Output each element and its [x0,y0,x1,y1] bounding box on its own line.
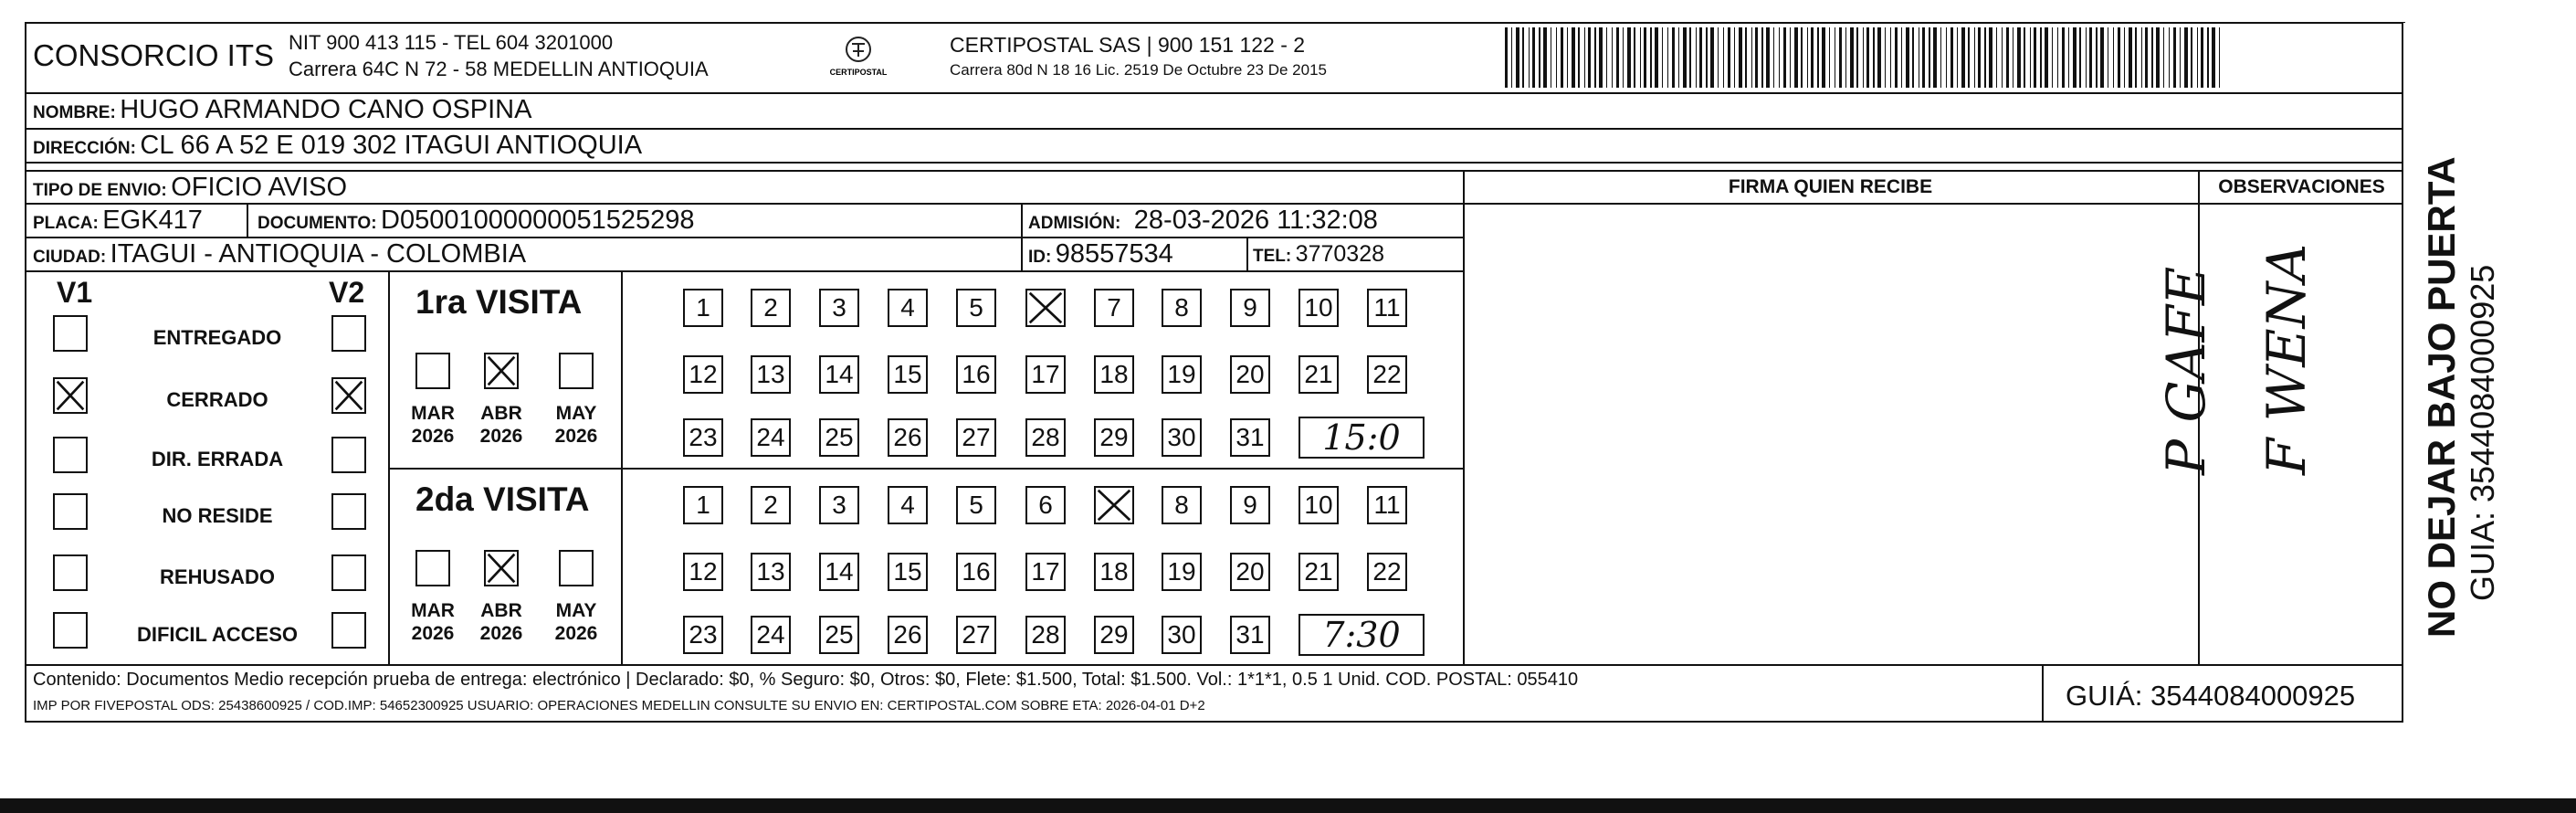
visit-day-box[interactable]: 14 [819,355,859,394]
placa-field [33,206,203,236]
visit-day-box[interactable]: 5 [956,289,996,327]
visit-title: 2da VISITA [415,480,590,518]
company-address: Carrera 64C N 72 - 58 MEDELLIN ANTIOQUIA [289,58,709,80]
documento-label: DOCUMENTO: [258,214,377,233]
visit-day-box[interactable]: 23 [683,616,723,654]
tel-label: TEL: [1253,247,1292,266]
v2-checkbox[interactable] [331,493,366,530]
visit-day-box[interactable]: 21 [1299,553,1339,591]
visit-day-box[interactable]: 15 [888,355,928,394]
visit-month-label: MAY 2026 [554,403,598,447]
barcode [1505,27,2226,88]
tipo-label: TIPO DE ENVIO: [33,181,167,200]
visit-day-box[interactable]: 14 [819,553,859,591]
visit-day-box[interactable]: 30 [1162,616,1202,654]
visit-day-box[interactable]: 13 [751,355,791,394]
documento-field [258,206,695,236]
admision-label: ADMISIÓN: [1028,214,1121,233]
direccion-label: DIRECCIÓN: [33,139,136,158]
courier-name: CERTIPOSTAL SAS | 900 151 122 - 2 [950,33,1306,57]
signature-area [1465,205,2198,664]
visit-day-box[interactable]: 17 [1025,355,1066,394]
nombre-label: NOMBRE: [33,103,116,122]
visit-day-box[interactable]: 31 [1230,418,1270,457]
visit-day-box[interactable]: 1 [683,486,723,524]
visit-day-box[interactable]: 18 [1094,553,1134,591]
visit-day-box[interactable]: 4 [888,289,928,327]
nombre-field [33,95,531,125]
observaciones-label: OBSERVACIONES [2218,176,2385,197]
v1-checkbox[interactable] [53,493,88,530]
visit-day-box[interactable]: 27 [956,418,996,457]
visit-month-checkbox[interactable] [415,550,450,586]
visit-day-box[interactable]: 8 [1162,289,1202,327]
visit-day-box[interactable]: 22 [1367,553,1407,591]
visit-day-box[interactable]: 22 [1367,355,1407,394]
v2-label: V2 [329,276,365,309]
v1-checkbox[interactable] [53,554,88,591]
visit-day-box[interactable]: 20 [1230,553,1270,591]
v1-checkbox[interactable] [53,315,88,352]
ciudad-value: ITAGUI - ANTIOQUIA - COLOMBIA [110,239,527,269]
visit-day-box[interactable]: 26 [888,418,928,457]
visit-day-box[interactable]: 4 [888,486,928,524]
visit-day-box[interactable]: 8 [1162,486,1202,524]
admision-value: 28-03-2026 11:32:08 [1133,206,1378,235]
visit-day-box[interactable]: 3 [819,289,859,327]
bottom-border [0,798,2576,813]
visit-month-label: MAR 2026 [411,403,455,447]
visit-day-box[interactable]: 7 [1094,289,1134,327]
visit-day-box[interactable]: 28 [1025,418,1066,457]
visit-day-box[interactable]: 19 [1162,355,1202,394]
visit-day-box[interactable]: 25 [819,616,859,654]
visit-day-box[interactable]: 19 [1162,553,1202,591]
placa-label: PLACA: [33,214,99,233]
visit-day-box[interactable]: 24 [751,418,791,457]
visit-time-handwritten: 7:30 [1299,614,1425,656]
observation-handwriting-1: P GAFE [2155,266,2217,475]
firma-label: FIRMA QUIEN RECIBE [1728,176,1933,197]
footer-contenido: Contenido: Documentos Medio recepción prueba de entrega: electrónico | Declarado: $0, % Seguro: $0, Otros: $0, Flete: $1.500, Total: $1.500. Vol.: 1*1*1, 0.5 1 Unid. COD. POSTAL: 055410 [33,670,1579,690]
visit-time-handwritten: 15:0 [1299,417,1425,459]
tel-field [1253,241,1384,268]
visit-day-box[interactable]: 11 [1367,486,1407,524]
placa-value: EGK417 [102,206,203,235]
courier-address: Carrera 80d N 18 16 Lic. 2519 De Octubre 23 De 2015 [950,61,1327,79]
visit-month-label: MAR 2026 [411,600,455,644]
visit-day-box[interactable]: 31 [1230,616,1270,654]
visit-month-label: ABR 2026 [479,403,523,447]
visit-day-box[interactable]: 23 [683,418,723,457]
visit-day-box[interactable]: 29 [1094,418,1134,457]
visit-day-box[interactable]: 9 [1230,486,1270,524]
v2-checkbox[interactable] [331,437,366,473]
visit-day-box[interactable]: 6 [1025,486,1066,524]
visit-day-box[interactable]: 12 [683,553,723,591]
visit-day-box[interactable]: 5 [956,486,996,524]
footer-imp: IMP POR FIVEPOSTAL ODS: 25438600925 / COD.IMP: 54652300925 USUARIO: OPERACIONES MEDELLIN CONSULTE SU ENVIO EN: CERTIPOSTAL.COM SOBRE ETA: 2026-04-01 D+2 [33,698,1205,713]
v1-label: V1 [57,276,93,309]
status-option-label: DIFICIL ACCESO [136,623,298,646]
v1-checkbox[interactable] [53,377,88,414]
visit-month-label: MAY 2026 [554,600,598,644]
visit-day-box[interactable]: 10 [1299,486,1339,524]
visit-day-box[interactable]: 21 [1299,355,1339,394]
direccion-value: CL 66 A 52 E 019 302 ITAGUI ANTIOQUIA [140,131,643,160]
visit-day-box[interactable]: 3 [819,486,859,524]
visit-day-box[interactable]: 12 [683,355,723,394]
visit-day-box[interactable]: 25 [819,418,859,457]
v2-checkbox[interactable] [331,377,366,414]
id-label: ID: [1028,248,1052,267]
visit-day-box[interactable]: 28 [1025,616,1066,654]
visit-day-box[interactable]: 2 [751,289,791,327]
visit-day-box[interactable]: 2 [751,486,791,524]
tipo-field [33,173,347,203]
svg-text:CERTIPOSTAL: CERTIPOSTAL [829,68,888,77]
visit-month-label: ABR 2026 [479,600,523,644]
v1-checkbox[interactable] [53,612,88,649]
visit-day-box[interactable]: 30 [1162,418,1202,457]
visit-day-box[interactable]: 18 [1094,355,1134,394]
admision-field [1028,206,1378,236]
status-option-label: ENTREGADO [152,326,282,349]
status-option-label: DIR. ERRADA [151,448,284,470]
visit-day-box[interactable] [1025,289,1066,327]
visit-title: 1ra VISITA [415,283,583,321]
visit-day-box[interactable]: 20 [1230,355,1270,394]
status-option-label: CERRADO [166,388,268,411]
certipostal-logo [826,33,890,84]
status-option-label: NO RESIDE [162,504,273,527]
visit-day-box[interactable]: 1 [683,289,723,327]
tipo-value: OFICIO AVISO [171,173,348,202]
ciudad-field [33,239,526,269]
visit-day-box[interactable]: 15 [888,553,928,591]
visit-day-box[interactable]: 11 [1367,289,1407,327]
status-option-label: REHUSADO [160,565,275,588]
tel-value: 3770328 [1295,241,1384,267]
nombre-value: HUGO ARMANDO CANO OSPINA [120,95,532,124]
visit-day-box[interactable]: 26 [888,616,928,654]
visit-day-box[interactable]: 16 [956,355,996,394]
side-guia: GUIA: 3544084000925 [2464,264,2501,601]
v2-checkbox[interactable] [331,612,366,649]
side-warning: NO DEJAR BAJO PUERTA [2420,156,2463,638]
visit-day-box[interactable]: 27 [956,616,996,654]
visit-day-box[interactable]: 16 [956,553,996,591]
visit-day-box[interactable]: 13 [751,553,791,591]
visit-month-checkbox[interactable] [484,353,519,389]
visit-month-checkbox[interactable] [559,353,594,389]
visit-day-box[interactable]: 24 [751,616,791,654]
id-field [1028,239,1173,269]
v2-checkbox[interactable] [331,315,366,352]
visit-month-checkbox[interactable] [484,550,519,586]
v1-checkbox[interactable] [53,437,88,473]
visit-day-box[interactable]: 10 [1299,289,1339,327]
direccion-field [33,131,642,161]
footer-guia: GUIÁ: 3544084000925 [2066,680,2356,712]
visit-day-box[interactable]: 29 [1094,616,1134,654]
v2-checkbox[interactable] [331,554,366,591]
ciudad-label: CIUDAD: [33,248,107,267]
visit-day-box[interactable]: 17 [1025,553,1066,591]
visit-month-checkbox[interactable] [415,353,450,389]
company-name: CONSORCIO ITS [33,38,275,72]
visit-day-box[interactable]: 9 [1230,289,1270,327]
observation-handwriting-2: F WENA [2255,243,2318,475]
visit-day-box[interactable] [1094,486,1134,524]
visit-month-checkbox[interactable] [559,550,594,586]
documento-value: D05001000000051525298 [381,206,695,235]
company-nit: NIT 900 413 115 - TEL 604 3201000 [289,31,614,54]
id-value: 98557534 [1055,239,1173,269]
